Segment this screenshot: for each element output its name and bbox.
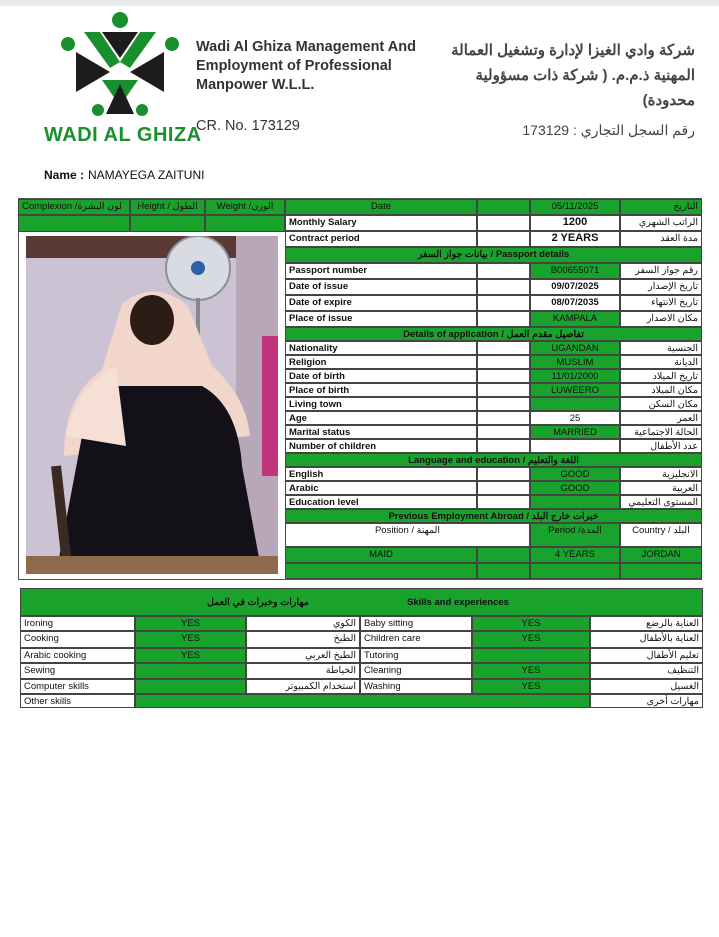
skill-ar: الطبخ: [246, 631, 360, 648]
skill-label: Washing: [360, 679, 472, 694]
blank-cell: [477, 481, 530, 495]
passport-label: Date of expire: [285, 295, 477, 311]
skill-label: Cleaning: [360, 663, 472, 679]
complexion-header: Complexion /لون البشرة: [18, 199, 130, 215]
application-label: Living town: [285, 397, 477, 411]
top-strip: [0, 0, 719, 6]
blank-cell: [477, 411, 530, 425]
skill-label: Cooking: [20, 631, 135, 648]
company-name-ar-line: محدودة): [642, 92, 695, 109]
application-ar: عدد الأطفال: [620, 439, 702, 453]
employment-position: MAID: [285, 547, 477, 563]
language-label: English: [285, 467, 477, 481]
logo-text: WADI AL GHIZA: [44, 124, 202, 146]
skill-label: Tutoring: [360, 648, 472, 663]
blank-cell: [477, 355, 530, 369]
blank-cell: [477, 467, 530, 481]
blank-cell: [477, 263, 530, 279]
cr-number-ar: رقم السجل التجاري : 173129: [522, 122, 695, 138]
detail-ar: مدة العقد: [620, 231, 702, 247]
skills-header-ar: مهارات وخبرات في العمل: [207, 597, 309, 608]
employment-period-header: Period /المدة: [530, 523, 620, 547]
cr-number-en: CR. No. 173129: [196, 118, 300, 134]
language-ar: المستوى التعليمي: [620, 495, 702, 509]
skill-value: YES: [472, 616, 590, 631]
skill-value: YES: [472, 679, 590, 694]
blank-cell: [477, 295, 530, 311]
passport-label: Passport number: [285, 263, 477, 279]
application-label: Place of birth: [285, 383, 477, 397]
application-ar: تاريخ الميلاد: [620, 369, 702, 383]
application-value: MARRIED: [530, 425, 620, 439]
skill-label: Ironing: [20, 616, 135, 631]
application-ar: مكان الميلاد: [620, 383, 702, 397]
blank-cell: [477, 425, 530, 439]
skill-value: YES: [135, 631, 246, 648]
application-value: 25: [530, 411, 620, 425]
other-skills-label: Other skills: [20, 694, 135, 708]
language-value: [530, 495, 620, 509]
weight-value: [205, 215, 285, 232]
blank-cell: [477, 547, 530, 563]
employment-empty-cell: [620, 563, 702, 579]
passport-value: 08/07/2035: [530, 295, 620, 311]
passport-value: B00655071: [530, 263, 620, 279]
blank-cell: [477, 397, 530, 411]
blank-cell: [477, 369, 530, 383]
skill-value: [135, 663, 246, 679]
passport-label: Place of issue: [285, 311, 477, 327]
blank-cell: [477, 383, 530, 397]
application-ar: الديانة: [620, 355, 702, 369]
passport-value: KAMPALA: [530, 311, 620, 327]
application-value: [530, 439, 620, 453]
passport-ar: مكان الاصدار: [620, 311, 702, 327]
passport-value: 09/07/2025: [530, 279, 620, 295]
language-label: Education level: [285, 495, 477, 509]
passport-ar: رقم جواز السفر: [620, 263, 702, 279]
application-value: MUSLIM: [530, 355, 620, 369]
language-value: GOOD: [530, 481, 620, 495]
blank-cell: [477, 199, 530, 215]
application-label: Date of birth: [285, 369, 477, 383]
application-ar: مكان السكن: [620, 397, 702, 411]
skills-section-header: [20, 588, 703, 616]
language-section-header: Language and education / اللغة والتعليم: [285, 453, 702, 467]
employment-empty-cell: [285, 563, 477, 579]
employment-position-header: Position / المهنة: [285, 523, 530, 547]
company-name-line: Manpower W.L.L.: [196, 77, 315, 93]
application-label: Marital status: [285, 425, 477, 439]
blank-cell: [477, 495, 530, 509]
application-value: LUWEERO: [530, 383, 620, 397]
name-value: NAMAYEGA ZAITUNI: [88, 168, 205, 182]
application-ar: الحالة الاجتماعية: [620, 425, 702, 439]
blank-cell: [477, 341, 530, 355]
passport-ar: تاريخ الانتهاء: [620, 295, 702, 311]
skill-ar: استخدام الكمبيوتر: [246, 679, 360, 694]
company-name-ar-line: شركة وادي الغيزا لإدارة وتشغيل العمالة: [451, 42, 695, 59]
detail-label: Contract period: [285, 231, 477, 247]
skill-value: YES: [472, 663, 590, 679]
skill-label: Baby sitting: [360, 616, 472, 631]
skill-ar: التنظيف: [590, 663, 703, 679]
application-ar: الجنسية: [620, 341, 702, 355]
application-label: Age: [285, 411, 477, 425]
candidate-photo: [26, 236, 278, 574]
detail-value: 2 YEARS: [530, 231, 620, 247]
date-label: Date: [285, 199, 477, 215]
skill-label: Sewing: [20, 663, 135, 679]
skill-value: YES: [135, 648, 246, 663]
skill-label: Arabic cooking: [20, 648, 135, 663]
skill-ar: الكوي: [246, 616, 360, 631]
application-value: UGANDAN: [530, 341, 620, 355]
skill-ar: العناية بالأطفال: [590, 631, 703, 648]
skill-label: Children care: [360, 631, 472, 648]
blank-cell: [477, 563, 530, 579]
language-ar: الانجليزية: [620, 467, 702, 481]
passport-ar: تاريخ الإصدار: [620, 279, 702, 295]
weight-header: Weight /الوزن: [205, 199, 285, 215]
application-value: 11/01/2000: [530, 369, 620, 383]
other-skills-value: [135, 694, 590, 708]
blank-cell: [477, 279, 530, 295]
height-header: Height / الطول: [130, 199, 205, 215]
language-value: GOOD: [530, 467, 620, 481]
candidate-name: [44, 168, 204, 182]
company-name-line: Employment of Professional: [196, 58, 392, 74]
skill-value: [472, 648, 590, 663]
skill-ar: الغسيل: [590, 679, 703, 694]
skills-header-en: Skills and experiences: [407, 597, 509, 608]
application-label: Number of children: [285, 439, 477, 453]
detail-value: 1200: [530, 215, 620, 231]
skill-ar: الطبخ العربي: [246, 648, 360, 663]
employment-empty-cell: [530, 563, 620, 579]
skill-ar: الخياطة: [246, 663, 360, 679]
blank-cell: [477, 231, 530, 247]
complexion-value: [18, 215, 130, 232]
company-name-line: Wadi Al Ghiza Management And: [196, 39, 416, 55]
language-ar: العربية: [620, 481, 702, 495]
employment-country-header: Country / البلد: [620, 523, 702, 547]
skill-label: Computer skills: [20, 679, 135, 694]
skill-value: YES: [135, 616, 246, 631]
detail-label: Monthly Salary: [285, 215, 477, 231]
application-label: Religion: [285, 355, 477, 369]
employment-country: JORDAN: [620, 547, 702, 563]
skill-ar: تعليم الأطفال: [590, 648, 703, 663]
skill-ar: العناية بالرضع: [590, 616, 703, 631]
height-value: [130, 215, 205, 232]
detail-ar: الراتب الشهري: [620, 215, 702, 231]
employment-section-header: Previous Employment Abroad / خبرات خارج البلد: [285, 509, 702, 523]
other-skills-ar: مهارات أخرى: [590, 694, 703, 708]
language-label: Arabic: [285, 481, 477, 495]
passport-label: Date of issue: [285, 279, 477, 295]
date-ar: التاريخ: [620, 199, 702, 215]
skill-value: [135, 679, 246, 694]
blank-cell: [477, 439, 530, 453]
blank-cell: [477, 311, 530, 327]
company-name-ar-line: المهنية ذ.م.م. ( شركة ذات مسؤولية: [475, 67, 695, 84]
company-name-ar: [425, 38, 695, 113]
application-label: Nationality: [285, 341, 477, 355]
passport-section-header: بيانات جواز السفر / Passport details: [285, 247, 702, 263]
application-ar: العمر: [620, 411, 702, 425]
company-name-en: [196, 38, 436, 95]
employment-period: 4 YEARS: [530, 547, 620, 563]
date-value: 05/11/2025: [530, 199, 620, 215]
name-label: Name :: [44, 168, 85, 182]
application-section-header: Details of application / تفاصيل مقدم العمل: [285, 327, 702, 341]
application-value: [530, 397, 620, 411]
skill-value: YES: [472, 631, 590, 648]
blank-cell: [477, 215, 530, 231]
